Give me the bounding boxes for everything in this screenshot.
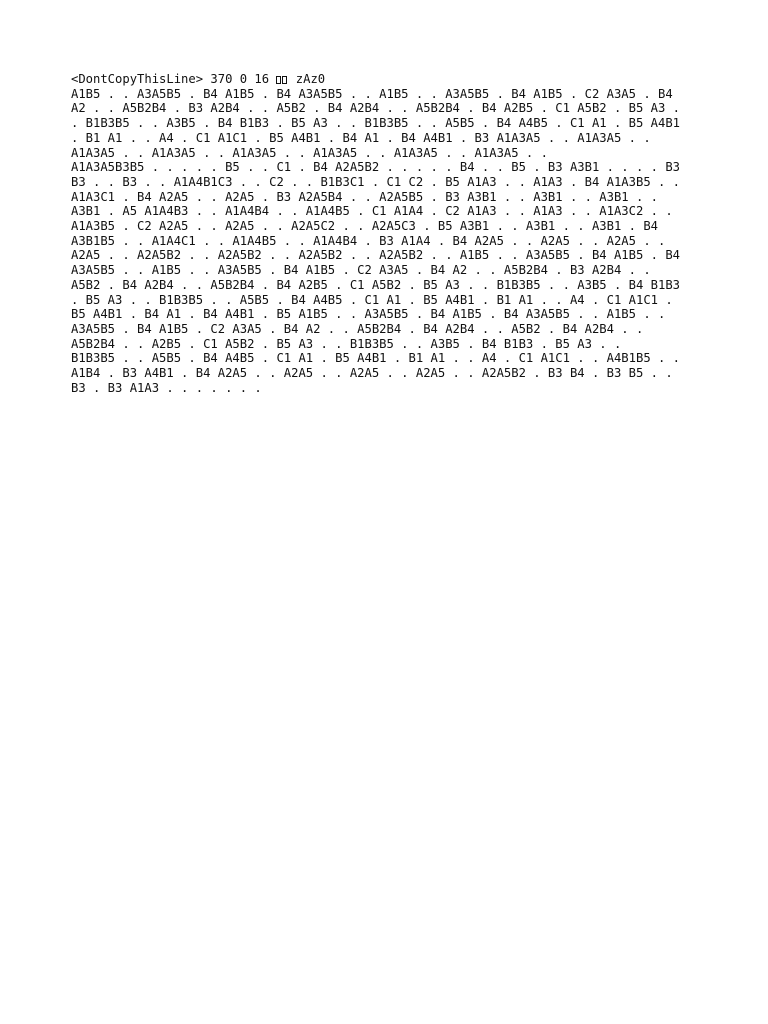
text-line: . B1B3B5 . . A3B5 . B4 B1B3 . B5 A3 . . B1B3B5 . . A5B5 . B4 A4B5 . C1 A1 . B5 A4B1 [71,116,681,131]
text-line: A5B2 . B4 A2B4 . . A5B2B4 . B4 A2B5 . C1 A5B2 . B5 A3 . . B1B3B5 . . A3B5 . B4 B1B3 [71,277,681,292]
header-line [71,72,711,87]
header-suffix: zAz0 [288,72,326,86]
text-line: B3 . B3 A1A3 . . . . . . . [71,380,262,395]
text-line: A1A3C1 . B4 A2A5 . . A2A5 . B3 A2A5B4 . . A2A5B5 . B3 A3B1 . . A3B1 . . A3B1 . . [71,189,658,204]
text-line: A3B1B5 . . A1A4C1 . . A1A4B5 . . A1A4B4 . B3 A1A4 . B4 A2A5 . . A2A5 . . A2A5 . . [71,233,666,248]
text-line: . B5 A3 . . B1B3B5 . . A5B5 . B4 A4B5 . C1 A1 . B5 A4B1 . B1 A1 . . A4 . C1 A1C1 . [71,292,673,307]
text-line: A1A3B5 . C2 A2A5 . . A2A5 . . A2A5C2 . . A2A5C3 . B5 A3B1 . . A3B1 . . A3B1 . B4 [71,219,658,234]
text-line: A2 . . A5B2B4 . B3 A2B4 . . A5B2 . B4 A2B4 . . A5B2B4 . B4 A2B5 . C1 A5B2 . B5 A3 . [71,101,681,116]
text-block [71,72,711,395]
text-line: A1B4 . B3 A4B1 . B4 A2A5 . . A2A5 . . A2A5 . . A2A5 . . A2A5B2 . B3 B4 . B3 B5 . . [71,366,673,381]
header-prefix: <DontCopyThisLine> 370 0 16 [71,72,277,86]
missing-glyph-icon [282,76,287,84]
text-line: B5 A4B1 . B4 A1 . B4 A4B1 . B5 A1B5 . . A3A5B5 . B4 A1B5 . B4 A3A5B5 . . A1B5 . . [71,307,666,322]
text-line: A1A3A5B3B5 . . . . . B5 . . C1 . B4 A2A5B2 . . . . . B4 . . B5 . B3 A3B1 . . . . B3 [71,160,681,175]
text-line: A3A5B5 . B4 A1B5 . C2 A3A5 . B4 A2 . . A5B2B4 . B4 A2B4 . . A5B2 . B4 A2B4 . . [71,321,644,336]
text-line: A3A5B5 . . A1B5 . . A3A5B5 . B4 A1B5 . C2 A3A5 . B4 A2 . . A5B2B4 . B3 A2B4 . . [71,263,651,278]
text-line: . B1 A1 . . A4 . C1 A1C1 . B5 A4B1 . B4 A1 . B4 A4B1 . B3 A1A3A5 . . A1A3A5 . . [71,130,651,145]
text-line: A5B2B4 . . A2B5 . C1 A5B2 . B5 A3 . . B1B3B5 . . A3B5 . B4 B1B3 . B5 A3 . . [71,336,622,351]
missing-glyph-icon [276,76,281,84]
text-line: B1B3B5 . . A5B5 . B4 A4B5 . C1 A1 . B5 A4B1 . B1 A1 . . A4 . C1 A1C1 . . A4B1B5 . . [71,351,681,366]
text-line: A3B1 . A5 A1A4B3 . . A1A4B4 . . A1A4B5 . C1 A1A4 . C2 A1A3 . . A1A3 . . A1A3C2 . . [71,204,673,219]
text-line: A2A5 . . A2A5B2 . . A2A5B2 . . A2A5B2 . . A2A5B2 . . A1B5 . . A3A5B5 . B4 A1B5 . B4 [71,248,681,263]
text-line: A1A3A5 . . A1A3A5 . . A1A3A5 . . A1A3A5 . . A1A3A5 . . A1A3A5 . . [71,145,548,160]
text-line: B3 . . B3 . . A1A4B1C3 . . C2 . . B1B3C1 . C1 C2 . B5 A1A3 . . A1A3 . B4 A1A3B5 . . [71,174,681,189]
text-line: A1B5 . . A3A5B5 . B4 A1B5 . B4 A3A5B5 . . A1B5 . . A3A5B5 . B4 A1B5 . C2 A3A5 . B4 [71,86,673,101]
